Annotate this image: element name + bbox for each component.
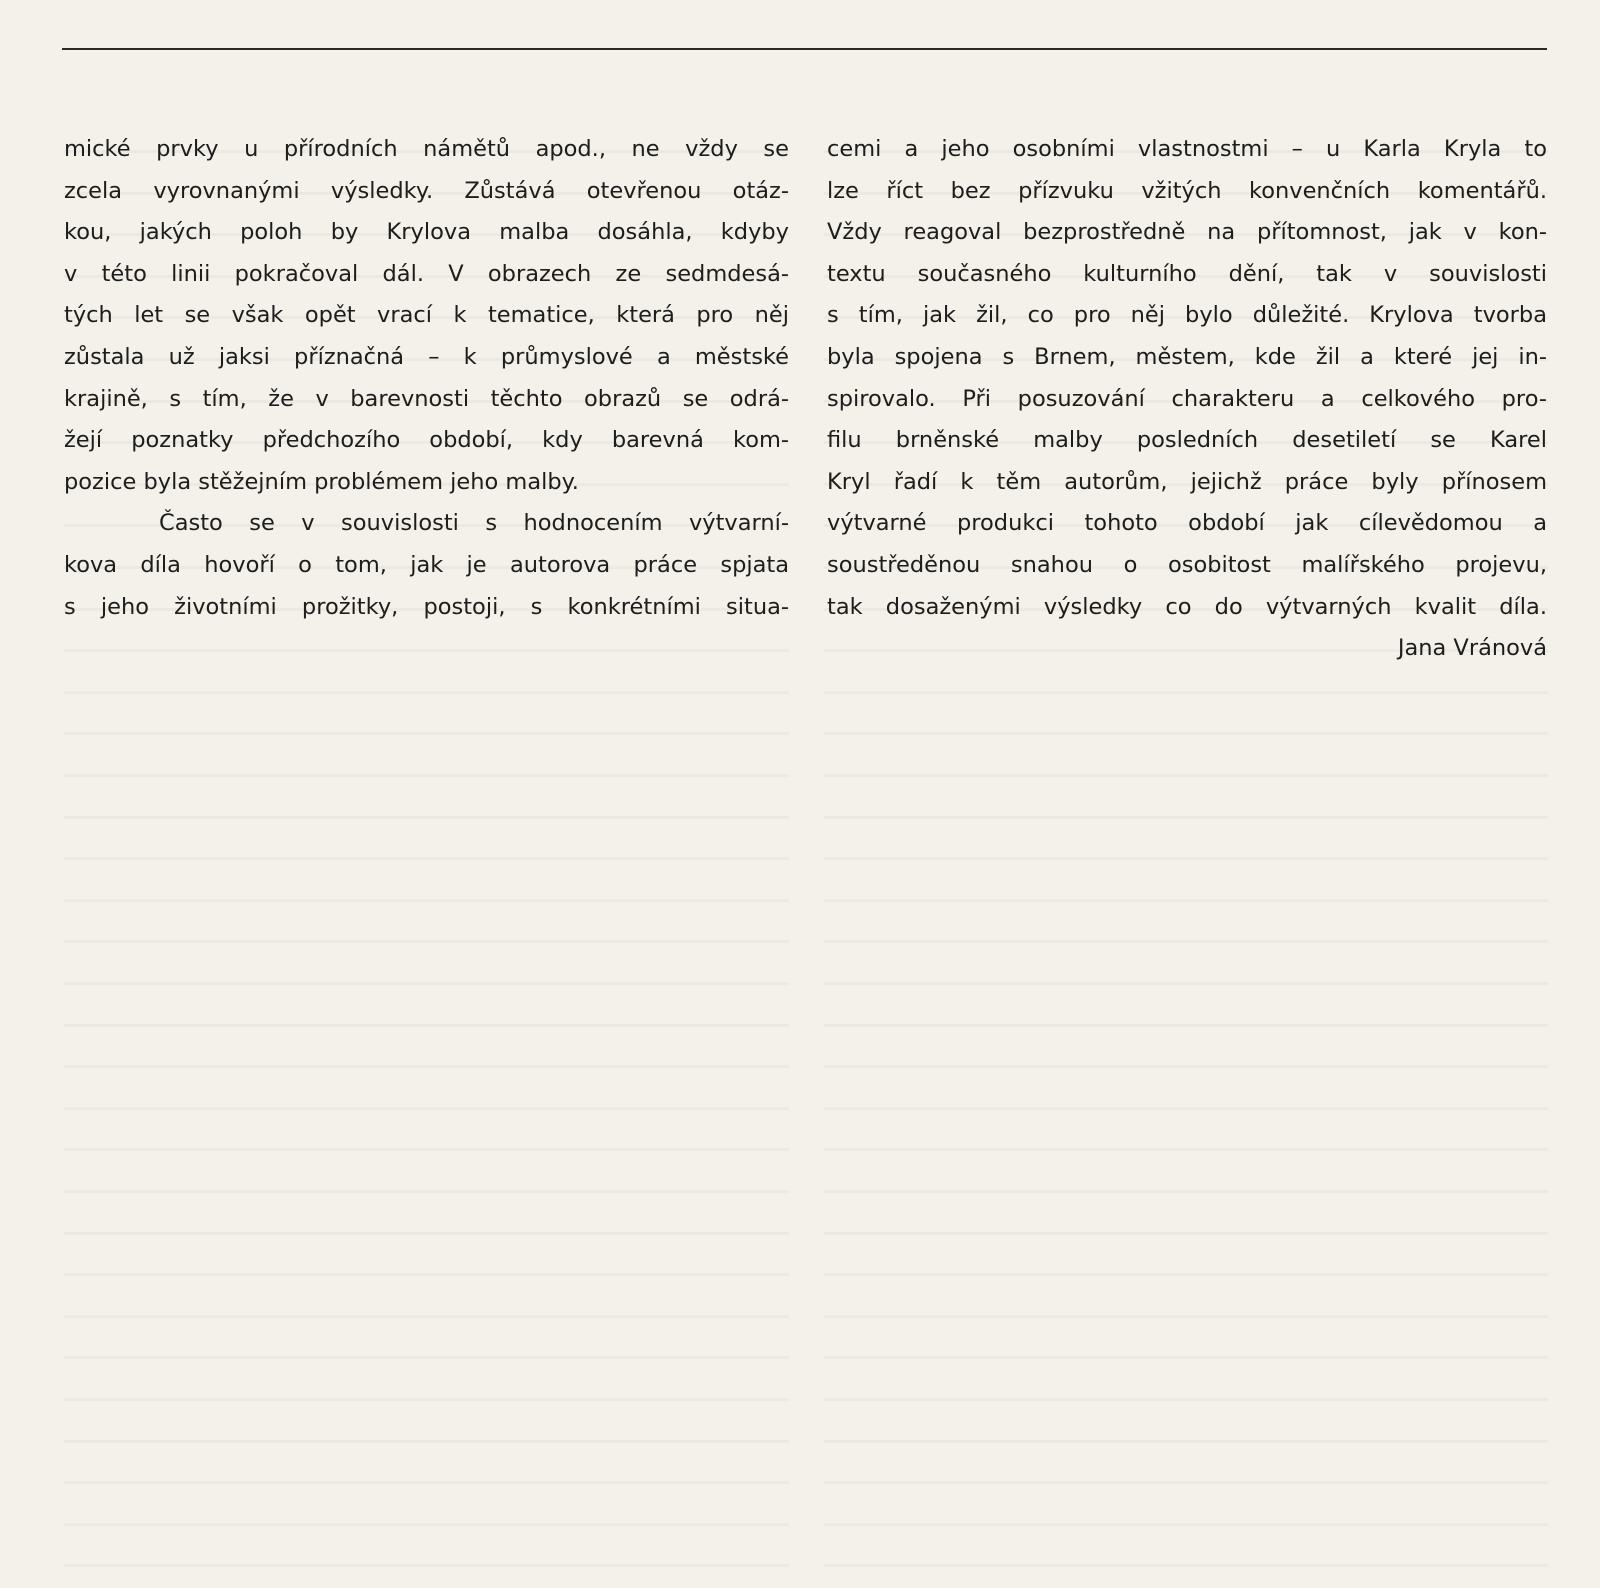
show-through-line (64, 1065, 789, 1068)
text-line: filu brněnské malby posledních desetiletí se Karel (827, 427, 1547, 454)
show-through-line (64, 982, 789, 985)
show-through-line (64, 1273, 789, 1276)
show-through-line (64, 649, 789, 652)
text-line: zůstala už jaksi příznačná – k průmyslové a městské (64, 343, 789, 370)
show-through-line (64, 1481, 789, 1484)
text-line: cemi a jeho osobními vlastnostmi – u Karla Kryla to (827, 136, 1547, 162)
text-line: textu současného kulturního dění, tak v souvislosti (827, 260, 1547, 287)
show-through-line (64, 774, 789, 777)
show-through-line (824, 1107, 1548, 1110)
text-line: spirovalo. Při posuzování charakteru a celkového pro- (827, 385, 1547, 412)
text-line: s jeho životními prožitky, postoji, s konkrétními situa- (64, 593, 789, 620)
show-through-line (64, 691, 789, 694)
text-line: tých let se však opět vrací k tematice, která pro něj (64, 302, 789, 329)
text-line: mické prvky u přírodních námětů apod., ne vždy se (64, 136, 789, 162)
text-line: pozice byla stěžejním problémem jeho malby. (64, 468, 579, 495)
show-through-line (824, 1024, 1548, 1027)
text-line: tak dosaženými výsledky co do výtvarných kvalit díla. (827, 593, 1547, 620)
show-through-line (824, 1440, 1548, 1443)
text-line: soustředěnou snahou o osobitost malířského projevu, (827, 551, 1547, 578)
show-through-line (824, 1273, 1548, 1276)
show-through-line (824, 982, 1548, 985)
text-line: výtvarné produkci tohoto období jak cílevědomou a (827, 510, 1547, 537)
text-line: s tím, jak žil, co pro něj bylo důležité. Krylova tvorba (827, 302, 1547, 329)
text-line: žejí poznatky předchozího období, kdy barevná kom- (64, 427, 789, 454)
show-through-line (824, 691, 1548, 694)
text-line: kova díla hovoří o tom, jak je autorova práce spjata (64, 551, 789, 578)
author-signature: Jana Vránová (1397, 635, 1547, 662)
show-through-line (824, 1065, 1548, 1068)
show-through-line (64, 1148, 789, 1151)
show-through-line (824, 774, 1548, 777)
show-through-line (824, 732, 1548, 735)
right-column (827, 129, 1547, 670)
text-line: kou, jakých poloh by Krylova malba dosáhla, kdyby (64, 219, 789, 246)
show-through-line (64, 899, 789, 902)
text-line: lze říct bez přízvuku vžitých konvenčních komentářů. (827, 177, 1547, 204)
show-through-line (824, 1523, 1548, 1526)
show-through-line (824, 816, 1548, 819)
top-rule (62, 48, 1547, 50)
show-through-line (64, 1190, 789, 1193)
show-through-line (824, 1232, 1548, 1235)
text-line: Kryl řadí k těm autorům, jejichž práce byly přínosem (827, 468, 1547, 495)
show-through-line (64, 1564, 789, 1567)
show-through-line (824, 1481, 1548, 1484)
show-through-line (64, 1356, 789, 1359)
text-line: byla spojena s Brnem, městem, kde žil a které jej in- (827, 343, 1547, 370)
show-through-line (64, 1232, 789, 1235)
show-through-line (64, 1315, 789, 1318)
show-through-line (64, 1440, 789, 1443)
show-through-line (64, 732, 789, 735)
show-through-line (64, 857, 789, 860)
left-column (64, 129, 789, 628)
show-through-line (64, 1107, 789, 1110)
text-line: krajině, s tím, že v barevnosti těchto obrazů se odrá- (64, 385, 789, 412)
show-through-line (824, 1148, 1548, 1151)
show-through-line (824, 857, 1548, 860)
text-line: v této linii pokračoval dál. V obrazech ze sedmdesá- (64, 260, 789, 287)
show-through-line (64, 816, 789, 819)
show-through-line (64, 1024, 789, 1027)
show-through-line (824, 899, 1548, 902)
show-through-line (824, 1564, 1548, 1567)
show-through-line (824, 940, 1548, 943)
show-through-line (824, 1356, 1548, 1359)
show-through-line (64, 1523, 789, 1526)
text-line: zcela vyrovnanými výsledky. Zůstává otevřenou otáz- (64, 177, 789, 204)
text-line: Často se v souvislosti s hodnocením výtvarní- (159, 510, 789, 537)
show-through-line (64, 940, 789, 943)
show-through-line (824, 1398, 1548, 1401)
show-through-line (64, 1398, 789, 1401)
text-line: Vždy reagoval bezprostředně na přítomnost, jak v kon- (827, 219, 1547, 246)
show-through-line (824, 1190, 1548, 1193)
show-through-line (824, 1315, 1548, 1318)
